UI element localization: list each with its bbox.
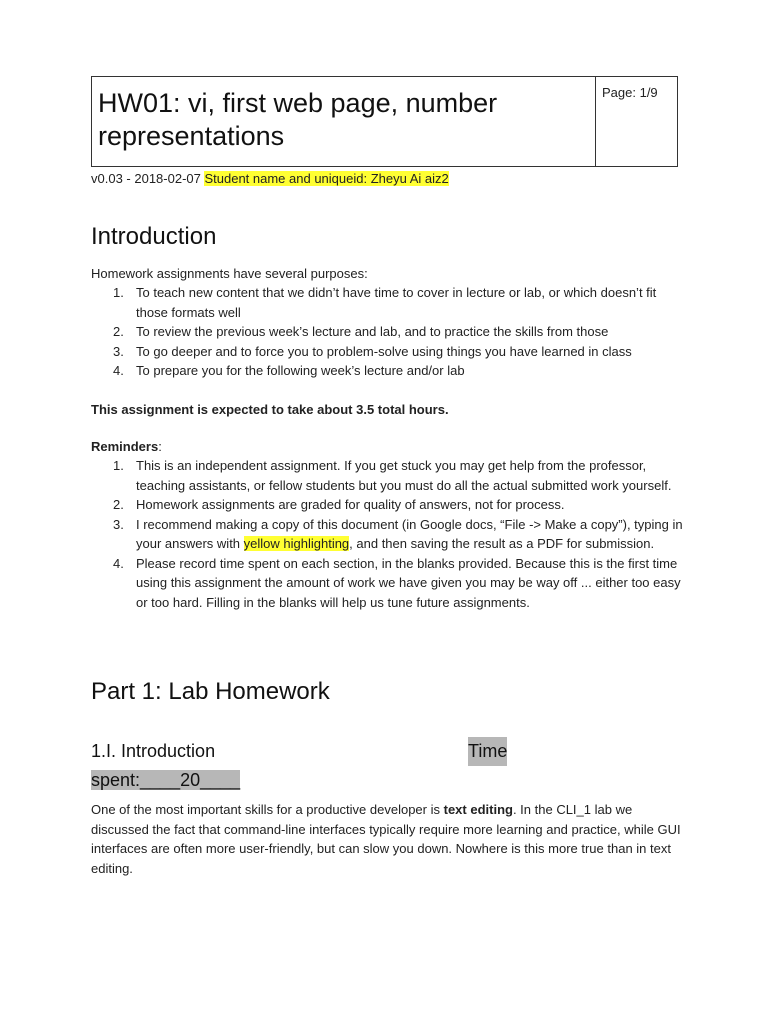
yellow-highlight-example: yellow highlighting [243, 536, 350, 551]
time-spent-value: spent:____20____ [91, 770, 241, 790]
subheading-title: 1.I. Introduction [91, 741, 216, 761]
document-title: HW01: vi, first web page, number representations [92, 77, 596, 166]
introduction-heading: Introduction [91, 223, 217, 250]
list-item: 1. To teach new content that we didn’t have time to cover in lecture or lab, or which doesn’t fit those formats well [113, 285, 657, 320]
list-item: 4. To prepare you for the following week’s lecture and/or lab [113, 363, 465, 378]
intro-lead: Homework assignments have several purposes: [91, 266, 368, 281]
header-table [91, 76, 678, 167]
list-item: 3. To go deeper and to force you to problem-solve using things you have learned in class [113, 343, 632, 359]
lab-intro-paragraph: One of the most important skills for a productive developer is text editing. In the CLI_1 lab we discussed the fact that command-line interfaces typically require more learning and practice, while GUI interfaces are often more user-friendly, but can slow you down. Nowhere is this more true than in text editing. [91, 802, 681, 876]
time-label: Time [468, 737, 507, 766]
purposes-list [91, 283, 691, 381]
expected-time-note: This assignment is expected to take about 3.5 total hours. [91, 402, 449, 417]
list-item: 2. Homework assignments are graded for quality of answers, not for process. [113, 497, 565, 512]
student-name-highlight: Student name and uniqueid: Zheyu Ai aiz2 [204, 171, 449, 186]
version-text: v0.03 - 2018-02-07 [91, 171, 205, 186]
part1-heading: Part 1: Lab Homework [91, 678, 330, 705]
page-number: Page: 1/9 [602, 85, 658, 100]
reminders-list [91, 456, 691, 612]
list-item: 2. To review the previous week’s lecture and lab, and to practice the skills from those [113, 324, 609, 339]
list-item: 1. This is an independent assignment. If you get stuck you may get help from the professor, teaching assistants, or fellow students but you must do all the actual submitted work yourself. [113, 458, 672, 493]
reminders-label: Reminders: [91, 439, 162, 454]
lab-intro-subheading [91, 737, 521, 795]
version-line [91, 171, 449, 186]
list-item: 3. I recommend making a copy of this document (in Google docs, “File -> Make a copy”), typing in your answers with yellow highlighting, and then saving the result as a PDF for submission. [113, 516, 683, 551]
list-item: 4. Please record time spent on each section, in the blanks provided. Because this is the first time using this assignment the amount of work we have given you may be way off ... either too easy or too hard. Filling in the blanks will help us tune future assignments. [113, 555, 681, 610]
